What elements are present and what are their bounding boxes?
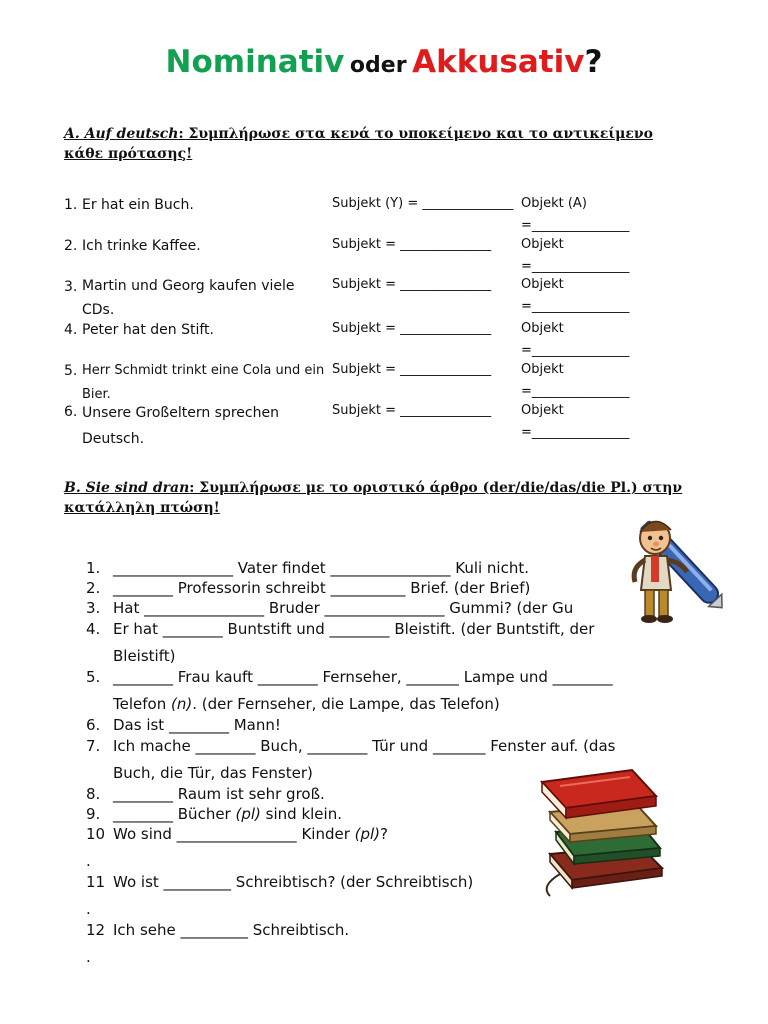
item-b-number: 5. — [86, 668, 101, 686]
item-b-text: Das ist ________ Mann! — [113, 716, 281, 734]
section-b-heading — [64, 478, 684, 518]
item-a-object-blank[interactable]: Objekt =_______________ — [521, 362, 630, 399]
item-b-text-cont: Bleistift) — [113, 647, 176, 665]
item-b-number: 2. — [86, 579, 101, 597]
item-b-text: ________ Professorin schreibt __________ Brief. (der Brief) — [113, 579, 531, 597]
item-a-number: 1. — [64, 197, 78, 213]
item-a-sentence: Herr Schmidt trinkt eine Cola und ein Bier. — [82, 363, 325, 402]
item-a-sentence: Ich trinke Kaffee. — [82, 238, 201, 254]
item-a-subject-blank[interactable]: Subjekt = ______________ — [332, 362, 492, 377]
item-a-subject-blank[interactable]: Subjekt (Y) = ______________ — [332, 196, 514, 211]
item-b-text: Ich sehe _________ Schreibtisch. — [113, 921, 350, 939]
item-a-number: 4. — [64, 322, 78, 338]
item-b-text: ________________ Vater findet ________________ Kuli nicht. — [113, 559, 530, 577]
item-b-text: ________ Raum ist sehr groß. — [113, 785, 325, 803]
plural-hint: (pl) — [354, 825, 381, 843]
item-a-number: 3. — [64, 279, 78, 295]
item-a-object-blank[interactable]: Objekt (A) =_______________ — [521, 196, 630, 233]
item-a-sentence: Unsere Großeltern sprechen Deutsch. — [82, 405, 279, 447]
item-b-text-cont: Buch, die Tür, das Fenster) — [113, 764, 313, 782]
item-a-object-blank[interactable]: Objekt =_______________ — [521, 237, 630, 274]
item-b-number: 1. — [86, 559, 101, 577]
item-a-sentence: Peter hat den Stift. — [82, 322, 214, 338]
title-akkusativ: Akkusativ — [412, 44, 585, 80]
item-b-number: 8. — [86, 785, 101, 803]
item-b-number: 7. — [86, 737, 101, 755]
item-a-subject-blank[interactable]: Subjekt = ______________ — [332, 237, 492, 252]
section-a-heading — [64, 124, 684, 164]
item-b-text: ________ Frau kauft ________ Fernseher, _______ Lampe und ________ — [113, 668, 613, 686]
item-a-sentence: Er hat ein Buch. — [82, 197, 194, 213]
item-b-number-dot: . — [86, 900, 91, 918]
section-b-instruction: : Συμπλήρωσε με το οριστικό άρθρο (der/die/das/die Pl.) στην κατάλληλη πτώση! — [64, 480, 683, 516]
text-part: Telefon — [113, 695, 171, 713]
item-a-number: 5. — [64, 363, 78, 379]
title-oder: oder — [349, 53, 407, 78]
item-b-number: 11 — [86, 873, 106, 891]
item-a-object-blank[interactable]: Objekt =_______________ — [521, 277, 630, 314]
item-a-object-blank[interactable]: Objekt =_______________ — [521, 403, 630, 440]
item-a-subject-blank[interactable]: Subjekt = ______________ — [332, 321, 492, 336]
item-b-number: 6. — [86, 716, 101, 734]
item-b-number: 10 — [86, 825, 106, 843]
item-a-number: 2. — [64, 238, 78, 254]
item-a-object-blank[interactable]: Objekt =_______________ — [521, 321, 630, 358]
page-title — [0, 44, 768, 80]
item-b-text: Hat ________________ Bruder ________________ Gummi? (der Gu — [113, 599, 574, 617]
cartoon-man-with-pen-illustration — [615, 498, 743, 628]
item-b-number: 12 — [86, 921, 106, 939]
title-qmark: ? — [584, 44, 603, 80]
item-b-number-dot: . — [86, 948, 91, 966]
item-b-text: Wo ist _________ Schreibtisch? (der Schreibtisch) — [113, 873, 474, 891]
item-a-subject-blank[interactable]: Subjekt = ______________ — [332, 403, 492, 418]
book-stack-illustration — [520, 756, 670, 902]
section-a-label: A. Auf deutsch — [64, 126, 179, 142]
text-part: ________ Bücher — [113, 805, 236, 823]
gender-hint: (n) — [170, 695, 193, 713]
item-b-number: 9. — [86, 805, 101, 823]
text-part: sind klein. — [260, 805, 342, 823]
item-b-text: Ich mache ________ Buch, ________ Tür und _______ Fenster auf. (das — [113, 737, 616, 755]
item-b-number: 3. — [86, 599, 101, 617]
section-a-instruction: : Συμπλήρωσε στα κενά το υποκείμενο και το αντικείμενο κάθε πρότασης! — [64, 126, 653, 162]
item-b-text-cont — [113, 695, 693, 713]
item-a-sentence: Martin und Georg kaufen viele CDs. — [82, 278, 295, 318]
item-b-number-dot: . — [86, 852, 91, 870]
text-part: Wo sind ________________ Kinder — [113, 825, 355, 843]
section-b-label: B. Sie sind dran — [64, 480, 190, 496]
item-b-text: Er hat ________ Buntstift und ________ Bleistift. (der Buntstift, der — [113, 620, 595, 638]
item-a-subject-blank[interactable]: Subjekt = ______________ — [332, 277, 492, 292]
item-b-number: 4. — [86, 620, 101, 638]
title-nominativ: Nominativ — [165, 44, 345, 80]
plural-hint: (pl) — [235, 805, 261, 823]
text-part: ? — [380, 825, 389, 843]
item-a-number: 6. — [64, 404, 78, 420]
text-part: . (der Fernseher, die Lampe, das Telefon) — [192, 695, 500, 713]
